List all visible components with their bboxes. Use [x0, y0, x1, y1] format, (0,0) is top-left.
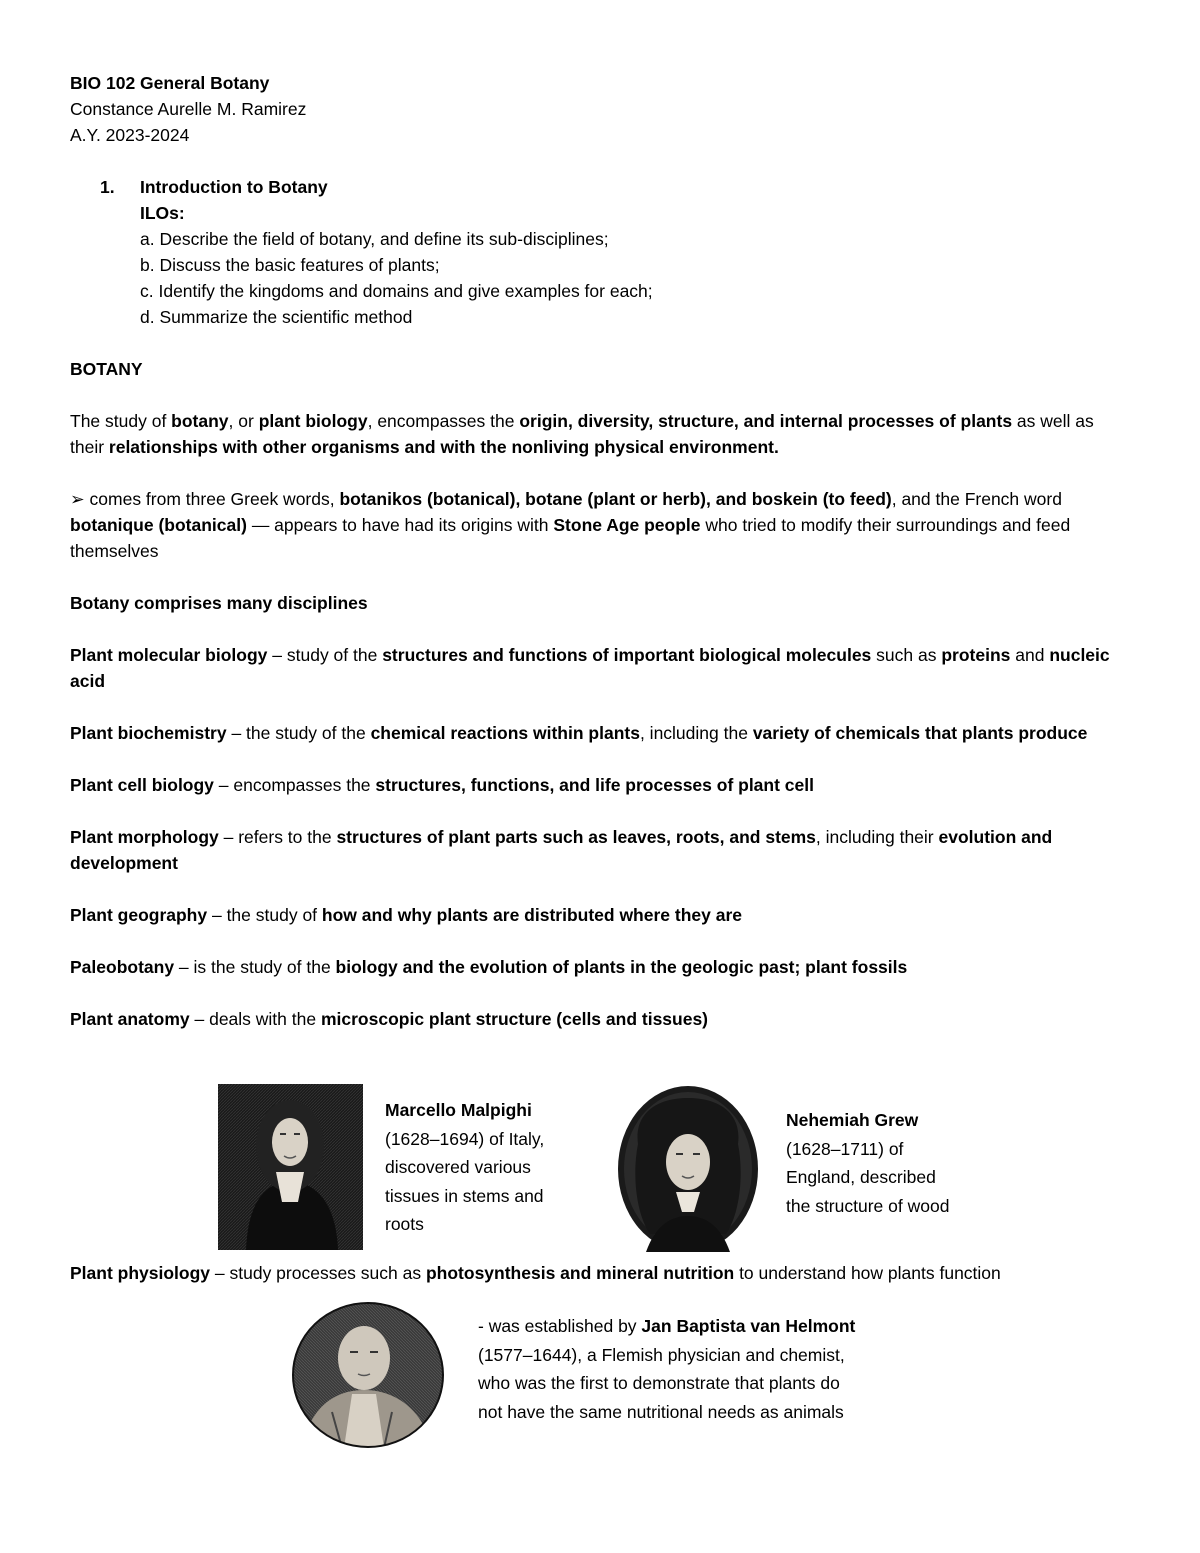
botany-definition: The study of botany, or plant biology, encompasses the origin, diversity, structure, and internal processes of plants as well as their relationships with other organisms and with the nonliving physical environment. [70, 411, 1094, 457]
ilos-label: ILOs: [140, 203, 185, 223]
list-number: 1. [100, 177, 115, 197]
discipline-morphology: Plant morphology – refers to the structures of plant parts such as leaves, roots, and stems, including their evolution and development [70, 827, 1053, 873]
malpighi-caption-line: discovered various [385, 1157, 531, 1177]
discipline-biochemistry: Plant biochemistry – the study of the chemical reactions within plants, including the variety of chemicals that plants produce [70, 723, 1088, 743]
intro-title: Introduction to Botany [140, 177, 328, 197]
helmont-caption-line: who was the first to demonstrate that plants do [478, 1373, 840, 1393]
discipline-geography: Plant geography – the study of how and why plants are distributed where they are [70, 905, 743, 925]
author-name: Constance Aurelle M. Ramirez [70, 99, 307, 119]
discipline-paleobotany: Paleobotany – is the study of the biology and the evolution of plants in the geologic past; plant fossils [70, 957, 908, 977]
grew-caption-line: England, described [786, 1167, 936, 1187]
grew-name: Nehemiah Grew [786, 1110, 919, 1130]
intro-list-item [70, 174, 1130, 330]
malpighi-caption [385, 1096, 544, 1239]
ilo-item: c. Identify the kingdoms and domains and give examples for each; [140, 281, 653, 301]
ilo-item: b. Discuss the basic features of plants; [140, 255, 440, 275]
malpighi-caption-line: (1628–1694) of Italy, [385, 1128, 545, 1149]
document-page [70, 70, 1130, 1032]
disciplines-heading: Botany comprises many disciplines [70, 593, 368, 613]
malpighi-name: Marcello Malpighi [385, 1100, 532, 1120]
grew-caption-line: (1628–1711) of [786, 1138, 904, 1159]
grew-portrait-image [616, 1084, 760, 1254]
grew-caption [786, 1106, 949, 1220]
discipline-molecular: Plant molecular biology – study of the structures and functions of important biological molecules such as proteins and nucleic acid [70, 645, 1110, 691]
discipline-anatomy: Plant anatomy – deals with the microscopic plant structure (cells and tissues) [70, 1009, 709, 1029]
grew-caption-line: the structure of wood [786, 1195, 950, 1216]
course-title: BIO 102 General Botany [70, 73, 270, 93]
botany-etymology: ➢ comes from three Greek words, botanikos (botanical), botane (plant or herb), and boskein (to feed), and the French word botanique (botanical) — appears to have had its origins with Stone Age people who tried to modify their surroundings and feed themselves [70, 489, 1071, 561]
helmont-caption-line: (1577–1644), a Flemish physician and chemist, [478, 1344, 845, 1365]
list-body [140, 174, 1130, 330]
malpighi-caption-line: tissues in stems and [385, 1185, 544, 1206]
helmont-caption-line: not have the same nutritional needs as animals [478, 1401, 844, 1422]
ilo-item: a. Describe the field of botany, and define its sub-disciplines; [140, 229, 609, 249]
section-heading: BOTANY [70, 359, 143, 379]
helmont-portrait-image [292, 1302, 444, 1448]
malpighi-caption-line: roots [385, 1214, 424, 1234]
helmont-caption-line: - was established by Jan Baptista van Helmont [478, 1316, 856, 1336]
malpighi-portrait-image [218, 1084, 363, 1250]
helmont-caption [478, 1312, 855, 1426]
discipline-cell-biology: Plant cell biology – encompasses the structures, functions, and life processes of plant cell [70, 775, 814, 795]
ilo-item: d. Summarize the scientific method [140, 307, 413, 327]
academic-year: A.Y. 2023-2024 [70, 125, 190, 145]
discipline-physiology: Plant physiology – study processes such as photosynthesis and mineral nutrition to understand how plants function [70, 1263, 1001, 1283]
